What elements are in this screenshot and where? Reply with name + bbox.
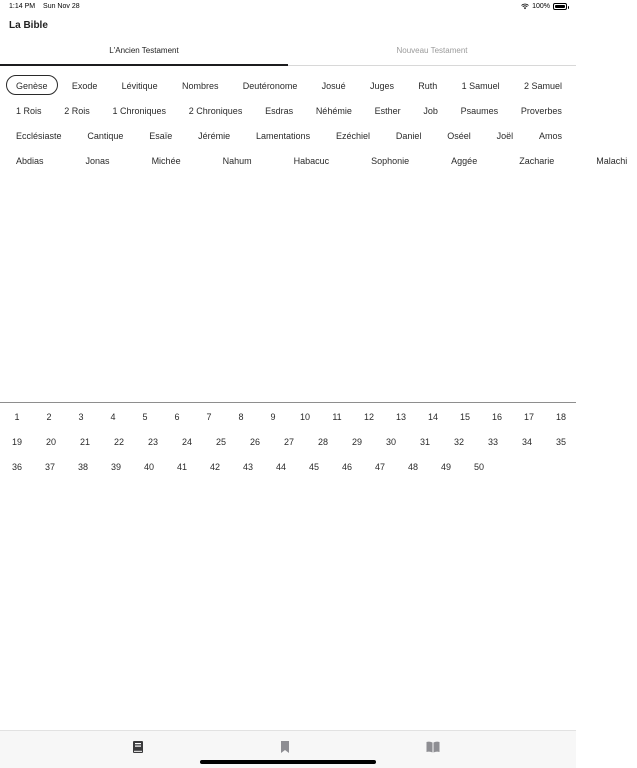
chapter-row bbox=[6, 404, 572, 429]
chapter-number[interactable]: 3 bbox=[78, 411, 84, 422]
book-chip[interactable]: Josué bbox=[321, 80, 346, 91]
book-chip[interactable]: Job bbox=[423, 105, 438, 116]
book-chip[interactable]: Esaïe bbox=[149, 130, 173, 141]
book-chip[interactable]: Ecclésiaste bbox=[16, 130, 62, 141]
chapter-number[interactable]: 45 bbox=[308, 461, 319, 472]
book-chip[interactable]: 2 Chroniques bbox=[188, 105, 243, 116]
book-chip[interactable]: Esdras bbox=[265, 105, 294, 116]
book-chip[interactable]: Ruth bbox=[418, 80, 438, 91]
status-left bbox=[9, 3, 80, 10]
book-chip[interactable]: Exode bbox=[71, 80, 98, 91]
chapter-number[interactable]: 31 bbox=[419, 436, 430, 447]
book-chip[interactable]: Cantique bbox=[87, 130, 124, 141]
book-chip[interactable]: Jérémie bbox=[198, 130, 231, 141]
chapter-number[interactable]: 18 bbox=[555, 411, 566, 422]
chapter-number[interactable]: 15 bbox=[459, 411, 470, 422]
book-chip[interactable]: Jonas bbox=[85, 155, 110, 166]
book-chip[interactable]: Amos bbox=[538, 130, 562, 141]
battery-icon bbox=[553, 3, 567, 10]
divider bbox=[0, 402, 576, 403]
status-bar bbox=[0, 0, 576, 14]
book-chip[interactable]: 1 Samuel bbox=[461, 80, 500, 91]
chapter-number[interactable]: 46 bbox=[341, 461, 352, 472]
testament-tabs bbox=[0, 37, 576, 66]
chapter-number[interactable]: 12 bbox=[363, 411, 374, 422]
book-icon[interactable] bbox=[131, 740, 145, 754]
book-row bbox=[6, 97, 572, 122]
book-chip[interactable]: Genèse bbox=[6, 75, 58, 95]
book-chip[interactable]: Ezéchiel bbox=[335, 130, 370, 141]
app-title: La Bible bbox=[9, 20, 48, 31]
chapter-number[interactable]: 49 bbox=[440, 461, 451, 472]
tab-new-testament[interactable]: Nouveau Testament bbox=[288, 37, 576, 66]
book-chip[interactable]: Michée bbox=[151, 155, 181, 166]
book-chip[interactable]: Néhémie bbox=[315, 105, 352, 116]
status-date: Sun Nov 28 bbox=[43, 3, 80, 10]
wifi-icon bbox=[521, 3, 529, 10]
chapter-number[interactable]: 6 bbox=[174, 411, 180, 422]
status-right bbox=[521, 3, 567, 10]
chapter-number[interactable]: 13 bbox=[395, 411, 406, 422]
chapter-number[interactable]: 9 bbox=[270, 411, 276, 422]
book-chip[interactable]: Abdias bbox=[16, 155, 44, 166]
book-chip[interactable]: Nombres bbox=[181, 80, 219, 91]
book-chip[interactable]: Juges bbox=[369, 80, 394, 91]
chapter-number[interactable]: 39 bbox=[110, 461, 121, 472]
book-chip[interactable]: Joël bbox=[496, 130, 514, 141]
chapter-number[interactable]: 7 bbox=[206, 411, 212, 422]
chapter-row bbox=[6, 454, 572, 479]
book-chip[interactable]: Nahum bbox=[222, 155, 252, 166]
book-chip[interactable]: Aggée bbox=[451, 155, 478, 166]
chapter-number[interactable]: 30 bbox=[385, 436, 396, 447]
book-chip[interactable]: Zacharie bbox=[519, 155, 555, 166]
book-chip[interactable]: Lamentations bbox=[256, 130, 311, 141]
chapter-number[interactable]: 41 bbox=[176, 461, 187, 472]
chapter-number[interactable]: 23 bbox=[147, 436, 158, 447]
bookmark-icon[interactable] bbox=[278, 740, 292, 754]
book-chip[interactable]: 2 Samuel bbox=[523, 80, 562, 91]
chapter-number[interactable]: 16 bbox=[491, 411, 502, 422]
chapter-number[interactable]: 10 bbox=[299, 411, 310, 422]
chapter-number[interactable]: 40 bbox=[143, 461, 154, 472]
chapter-number[interactable]: 29 bbox=[351, 436, 362, 447]
battery-percent: 100% bbox=[532, 3, 550, 10]
book-chip[interactable]: Sophonie bbox=[371, 155, 410, 166]
book-row bbox=[6, 72, 572, 97]
chapter-row bbox=[6, 429, 572, 454]
chapter-number[interactable]: 27 bbox=[283, 436, 294, 447]
book-chip[interactable]: Proverbes bbox=[520, 105, 562, 116]
chapter-number[interactable]: 32 bbox=[453, 436, 464, 447]
chapter-number[interactable]: 28 bbox=[317, 436, 328, 447]
chapter-number[interactable]: 42 bbox=[209, 461, 220, 472]
book-chip[interactable]: Habacuc bbox=[293, 155, 330, 166]
book-list bbox=[6, 72, 628, 172]
chapter-number[interactable]: 14 bbox=[427, 411, 438, 422]
status-time: 1:14 PM bbox=[9, 3, 36, 10]
chapter-number[interactable]: 33 bbox=[487, 436, 498, 447]
chapter-number[interactable]: 25 bbox=[215, 436, 226, 447]
home-indicator bbox=[200, 760, 376, 764]
book-chip[interactable]: 1 Rois bbox=[16, 105, 42, 116]
chapter-number[interactable]: 5 bbox=[142, 411, 148, 422]
chapter-number[interactable]: 20 bbox=[45, 436, 56, 447]
book-row bbox=[6, 147, 628, 172]
chapter-number[interactable]: 50 bbox=[473, 461, 484, 472]
chapter-number[interactable]: 36 bbox=[11, 461, 22, 472]
chapter-number[interactable]: 1 bbox=[14, 411, 20, 422]
open-book-icon[interactable] bbox=[426, 740, 440, 754]
chapter-number[interactable]: 44 bbox=[275, 461, 286, 472]
book-row bbox=[6, 122, 572, 147]
chapter-number[interactable]: 26 bbox=[249, 436, 260, 447]
chapter-number[interactable]: 43 bbox=[242, 461, 253, 472]
book-chip[interactable]: Psaumes bbox=[460, 105, 499, 116]
book-chip[interactable]: Daniel bbox=[395, 130, 422, 141]
book-chip[interactable]: 1 Chroniques bbox=[112, 105, 167, 116]
chapter-grid bbox=[6, 404, 572, 479]
chapter-number[interactable]: 19 bbox=[11, 436, 22, 447]
chapter-number[interactable]: 22 bbox=[113, 436, 124, 447]
chapter-number[interactable]: 4 bbox=[110, 411, 116, 422]
chapter-number[interactable]: 34 bbox=[521, 436, 532, 447]
tab-old-testament[interactable]: L'Ancien Testament bbox=[0, 37, 288, 66]
book-chip[interactable]: Oséel bbox=[447, 130, 471, 141]
chapter-number[interactable]: 38 bbox=[77, 461, 88, 472]
chapter-number[interactable]: 47 bbox=[374, 461, 385, 472]
chapter-number[interactable]: 35 bbox=[555, 436, 566, 447]
chapter-number[interactable]: 37 bbox=[44, 461, 55, 472]
chapter-number[interactable]: 2 bbox=[46, 411, 52, 422]
chapter-number[interactable]: 11 bbox=[332, 411, 342, 422]
book-chip[interactable]: Malachi bbox=[596, 155, 628, 166]
book-chip[interactable]: Deutéronome bbox=[242, 80, 298, 91]
book-chip[interactable]: Lévitique bbox=[121, 80, 158, 91]
chapter-number[interactable]: 21 bbox=[79, 436, 90, 447]
chapter-number[interactable]: 48 bbox=[407, 461, 418, 472]
book-chip[interactable]: 2 Rois bbox=[64, 105, 90, 116]
book-chip[interactable]: Esther bbox=[374, 105, 401, 116]
chapter-number[interactable]: 8 bbox=[238, 411, 244, 422]
chapter-number[interactable]: 17 bbox=[523, 411, 534, 422]
chapter-number[interactable]: 24 bbox=[181, 436, 192, 447]
